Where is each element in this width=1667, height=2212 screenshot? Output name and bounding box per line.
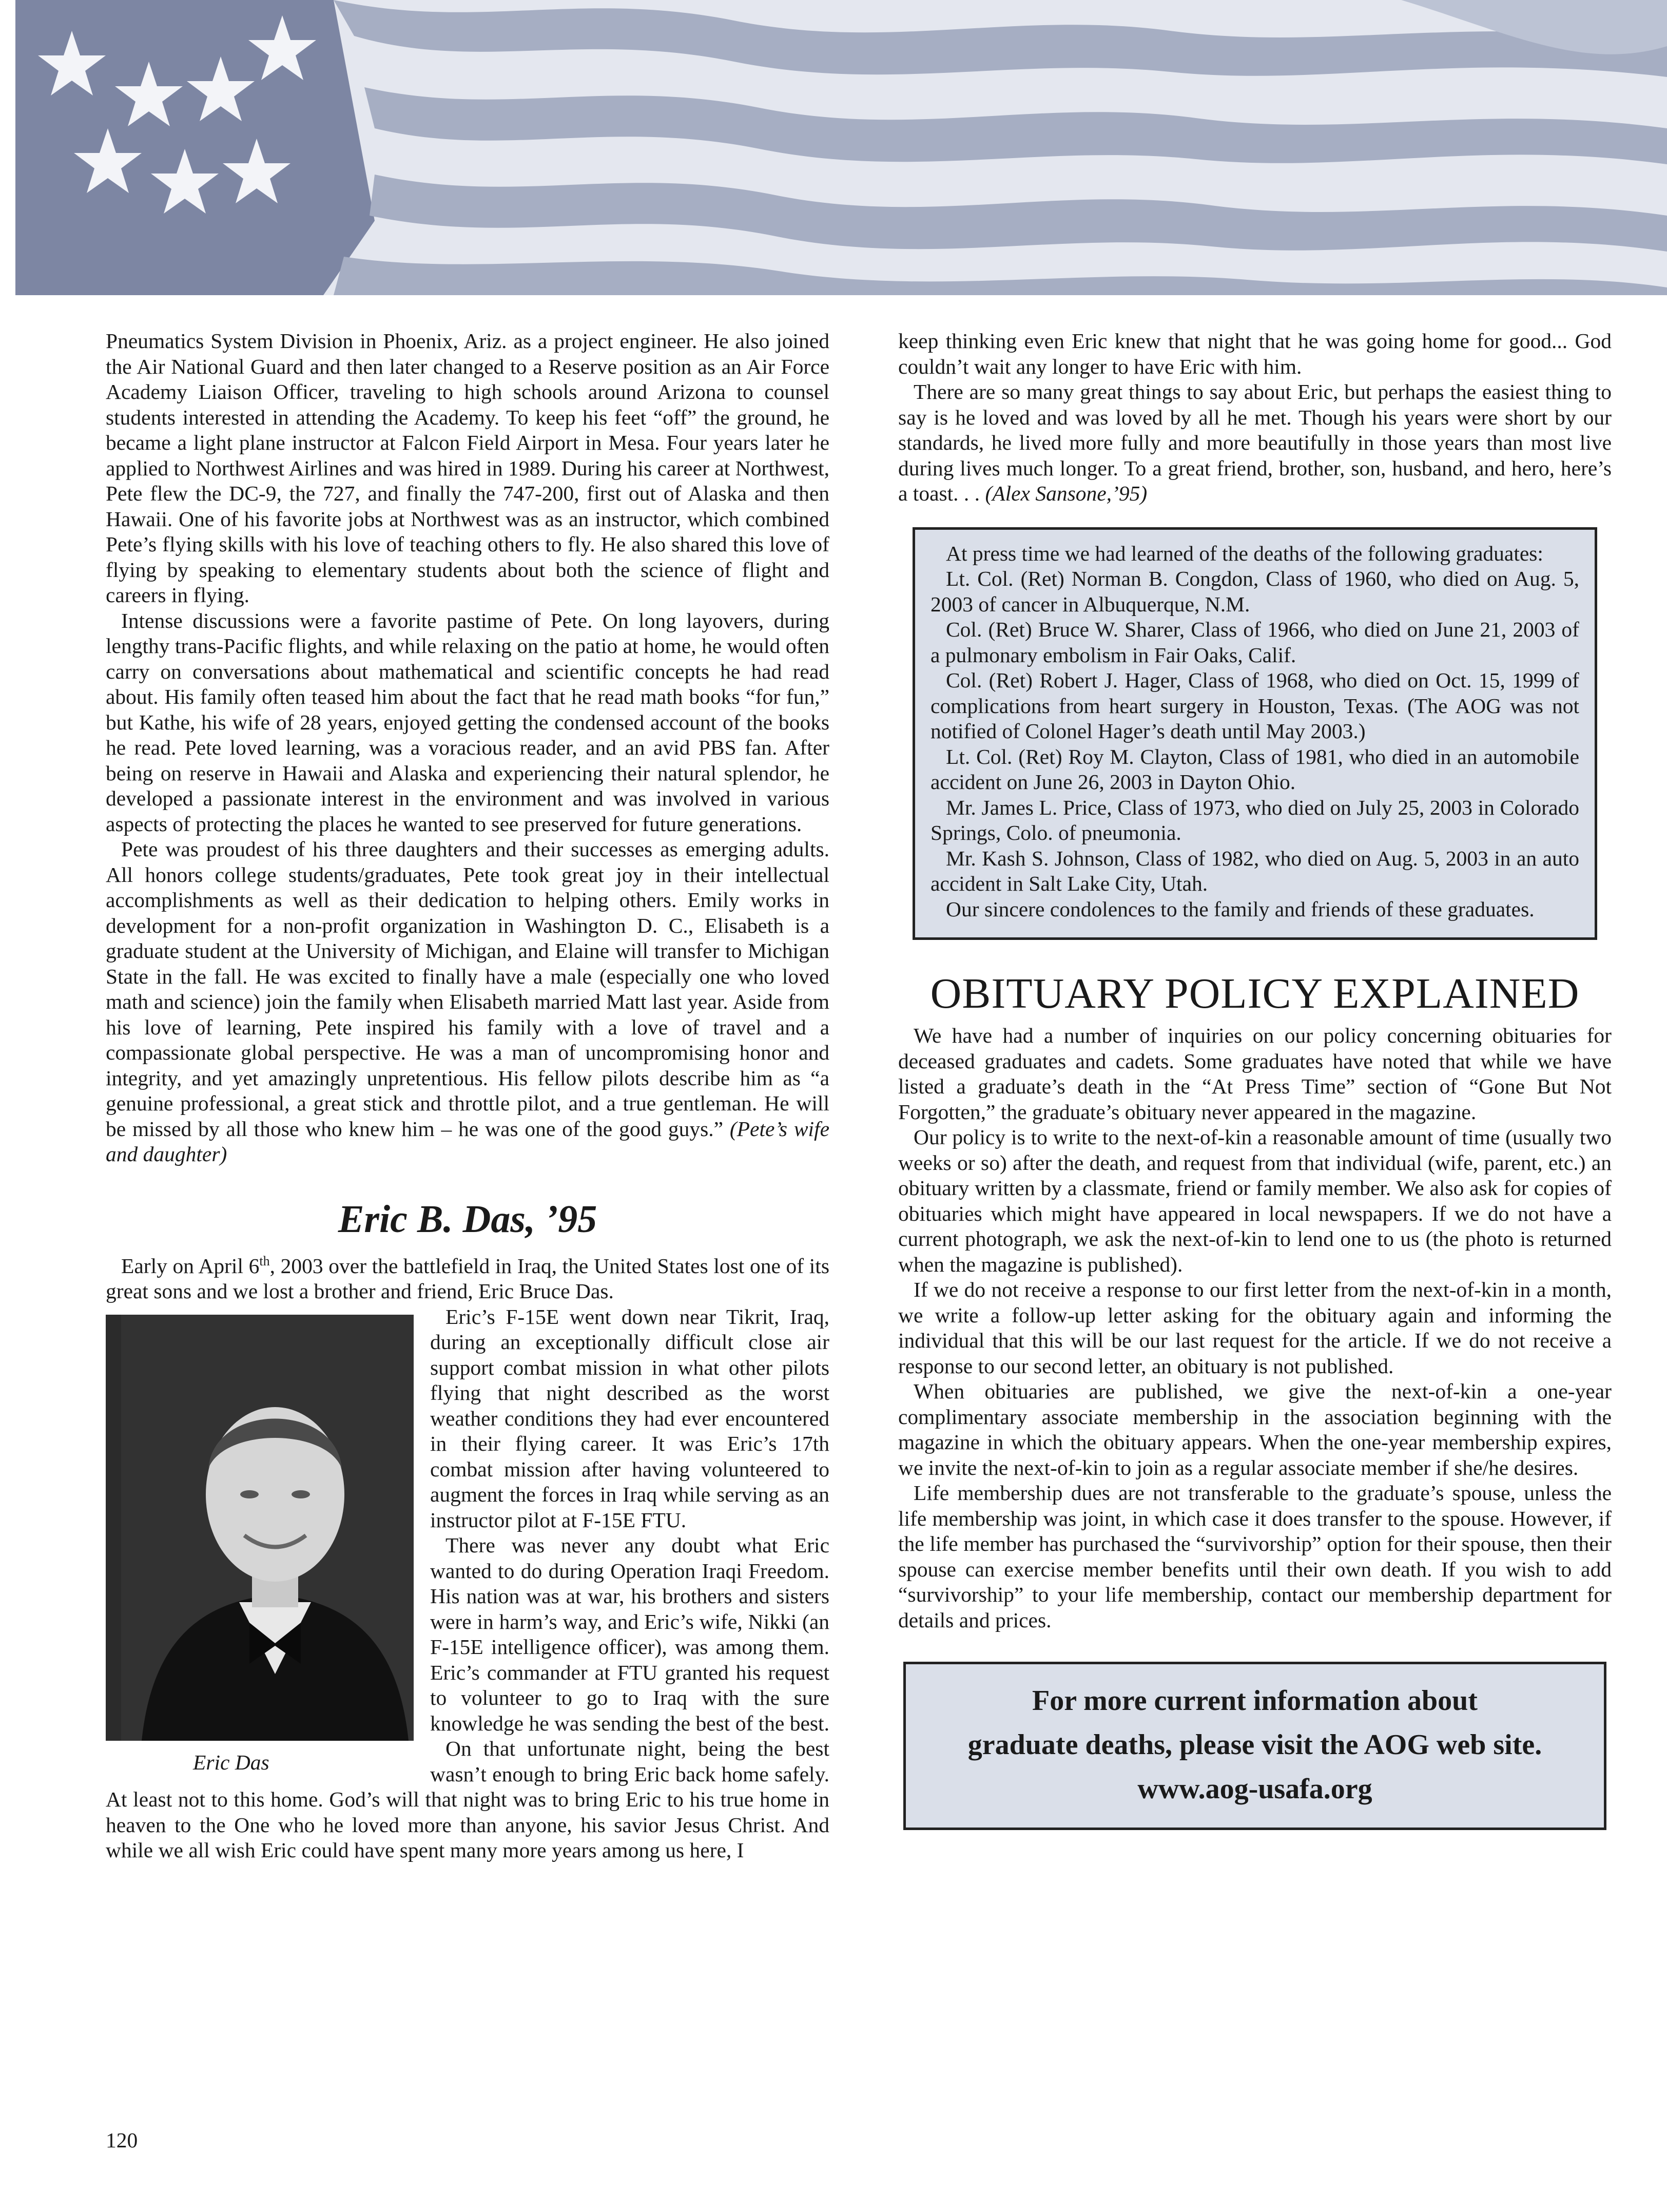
- body-paragraph: Pneumatics System Division in Phoenix, Ariz. as a project engineer. He also joined the Air National Guard and then later changed to a Reserve position as an Air Force Academy Liaison Officer, traveling to high schools around Arizona to counsel students interested in attending the Academy. To keep his feet “off” the ground, he became a light plane instructor at Falcon Field Airport in Mesa. Four years later he applied to Northwest Airlines and was hired in 1989. During his career at Northwest, Pete flew the DC-9, the 727, and finally the 747-200, first out of Alaska and then Hawaii. One of his favorite jobs at Northwest was as an instructor, which combined Pete’s flying skills with his love of teaching others to fly. He also shared this love of flying by speaking to elementary students about both the science of flight and careers in flying.: [106, 329, 829, 607]
- section-heading-eric-das: Eric B. Das, ’95: [338, 1197, 597, 1241]
- aog-info-box: [903, 1662, 1606, 1830]
- attribution: (Alex Sansone,’95): [985, 482, 1148, 505]
- portrait-photo: [106, 1315, 414, 1741]
- body-paragraph: Early on April 6th, 2003 over the battlefield in Iraq, the United States lost one of its great sons and we lost a brother and friend, Eric Bruce Das.: [106, 1253, 829, 1303]
- body-paragraph: If we do not receive a response to our first letter from the next-of-kin in a month, we write a follow-up letter asking for the obituary again and informing the individual that this will be our last request for the article. If we do not receive a response to our second letter, an obituary is not published.: [898, 1278, 1612, 1378]
- flag-banner-image: [15, 0, 1667, 295]
- right-column: [898, 329, 1612, 1830]
- attribution: (Pete’s wife and daughter): [106, 1117, 829, 1166]
- body-paragraph: There was never any doubt what Eric wanted to do during Operation Iraqi Freedom. His nation was at war, his brothers and sisters were in harm’s way, and Eric’s wife, Nikki (an F-15E intelligence officer), was among them. Eric’s commander at FTU granted his request to volunteer to go to Iraq with the sure knowledge he was sending the best of the best.: [430, 1533, 829, 1735]
- page-number: 120: [106, 2128, 138, 2152]
- body-paragraph: Our policy is to write to the next-of-kin a reasonable amount of time (usually two weeks or so) after the death, and request from that individual (wife, parent, etc.) an obituary written by a classmate, friend or family member. We also ask for copies of obituaries which might have appeared in local newspapers. If we do not have a current photograph, we ask the next-of-kin to lend one to us (the photo is returned when the magazine is published).: [898, 1125, 1612, 1276]
- body-paragraph: Eric Das Eric’s F-15E went down near Tikrit, Iraq, during an exceptionally difficult close air support combat mission in what other pilots flying that night described as the worst weather conditions they had ever encountered in their flying career. It was Eric’s 17th combat mission after having volunteered to augment the forces in Iraq while serving as an instructor pilot at F-15E FTU.: [106, 1304, 829, 1533]
- body-paragraph: We have had a number of inquiries on our policy concerning obituaries for deceased graduates and cadets. Some graduates have noted that while we have listed a graduate’s death in the “At Press Time” section of “Gone But Not Forgotten,” the graduate’s obituary never appeared in the magazine.: [898, 1024, 1612, 1124]
- body-paragraph: When obituaries are published, we give the next-of-kin a one-year complimentary associate membership in the association beginning with the magazine in which the obituary appears. When the one-year membership expires, we invite the next-of-kin to join as a regular associate member if she/he desires.: [898, 1379, 1612, 1479]
- body-paragraph: Life membership dues are not transferable to the graduate’s spouse, unless the life membership was joint, in which case it does transfer to the spouse. However, if the life member has purchased the “survivorship” option for their spouse, then their spouse can exercise member benefits until their own death. If you wish to add “survivorship” to your life membership, contact our membership department for details and prices.: [898, 1481, 1612, 1632]
- body-paragraph: There are so many great things to say about Eric, but perhaps the easiest thing to say is he loved and was loved by all he met. Though his years were short by our standards, he lived more fully and more beautifully in those years than most live during lives much longer. To a great friend, brother, son, husband, and hero, here’s a toast. . . (Alex Sansone,’95): [898, 380, 1612, 505]
- notice-item: At press time we had learned of the deaths of the following graduates:: [946, 541, 1543, 565]
- notice-item: Lt. Col. (Ret) Norman B. Congdon, Class of 1960, who died on Aug. 5, 2003 of cancer in Albuquerque, N.M.: [931, 567, 1579, 616]
- info-line: graduate deaths, please visit the AOG web site.: [967, 1729, 1542, 1761]
- american-flag-icon: [15, 0, 1667, 295]
- aog-website-link[interactable]: www.aog-usafa.org: [1137, 1773, 1372, 1805]
- body-paragraph: keep thinking even Eric knew that night that he was going home for good... God couldn’t wait any longer to have Eric with him.: [898, 329, 1612, 378]
- photo-figure: [106, 1315, 414, 1776]
- notice-item: Col. (Ret) Bruce W. Sharer, Class of 1966, who died on June 21, 2003 of a pulmonary embolism in Fair Oaks, Calif.: [931, 618, 1579, 667]
- info-line: For more current information about: [1032, 1685, 1478, 1717]
- notice-item: Col. (Ret) Robert J. Hager, Class of 1968, who died on Oct. 15, 1999 of complications from heart surgery in Houston, Texas. (The AOG was not notified of Colonel Hager’s death until May 2003.): [931, 668, 1579, 743]
- body-paragraph: On that unfortunate night, being the best wasn’t enough to bring Eric back home safely. At least not to this home. God’s will that night was to bring Eric to his true home in heaven to the One who he loved more than anyone, his savior Jesus Christ. And while we all wish Eric could have spent many more years among us here, I: [106, 1737, 829, 1862]
- body-paragraph: Intense discussions were a favorite pastime of Pete. On long layovers, during lengthy trans-Pacific flights, and while relaxing on the patio at home, he would often carry on conversations about mathematical and scientific concepts he had read about. His family often teased him about the fact that he read math books “for fun,” but Kathe, his wife of 28 years, enjoyed getting the condensed account of the books he read. Pete loved learning, was a voracious reader, and an avid PBS fan. After being on reserve in Hawaii and Alaska and experiencing their natural splendor, he developed a passionate interest in the environment and was involved in various aspects of protecting the places he wanted to see preserved for future generations.: [106, 608, 829, 836]
- press-time-notice-box: [913, 527, 1597, 940]
- notice-item: Lt. Col. (Ret) Roy M. Clayton, Class of 1981, who died in an automobile accident on June 26, 2003 in Dayton Ohio.: [931, 744, 1579, 794]
- notice-item: Mr. Kash S. Johnson, Class of 1982, who died on Aug. 5, 2003 in an auto accident in Salt Lake City, Utah.: [931, 846, 1579, 895]
- notice-item: Mr. James L. Price, Class of 1973, who died on July 25, 2003 in Colorado Springs, Colo. of pneumonia.: [931, 795, 1579, 844]
- photo-caption: Eric Das: [193, 1750, 269, 1774]
- notice-item: Our sincere condolences to the family and friends of these graduates.: [946, 897, 1535, 921]
- policy-heading: OBITUARY POLICY EXPLAINED: [930, 970, 1580, 1017]
- body-paragraph: Pete was proudest of his three daughters and their successes as emerging adults. All honors college students/graduates, Pete took great joy in their intellectual accomplishments as well as their dedication to helping others. Emily works in development for a non-profit organization in Washington D. C., Elisabeth is a graduate student at the University of Michigan, and Elaine will transfer to Michigan State in the fall. He was excited to finally have a male (especially one who loved math and science) join the family when Elisabeth married Matt last year. Aside from his love of learning, Pete inspired his family with a love of travel and a compassionate global perspective. He was a man of uncompromising honor and integrity, and yet amazingly unpretentious. His fellow pilots describe him as “a genuine professional, a great stick and throttle pilot, and a true gentleman. He will be missed by all those who knew him – he was one of the good guys.” (Pete’s wife and daughter): [106, 837, 829, 1166]
- left-column: [106, 329, 829, 1863]
